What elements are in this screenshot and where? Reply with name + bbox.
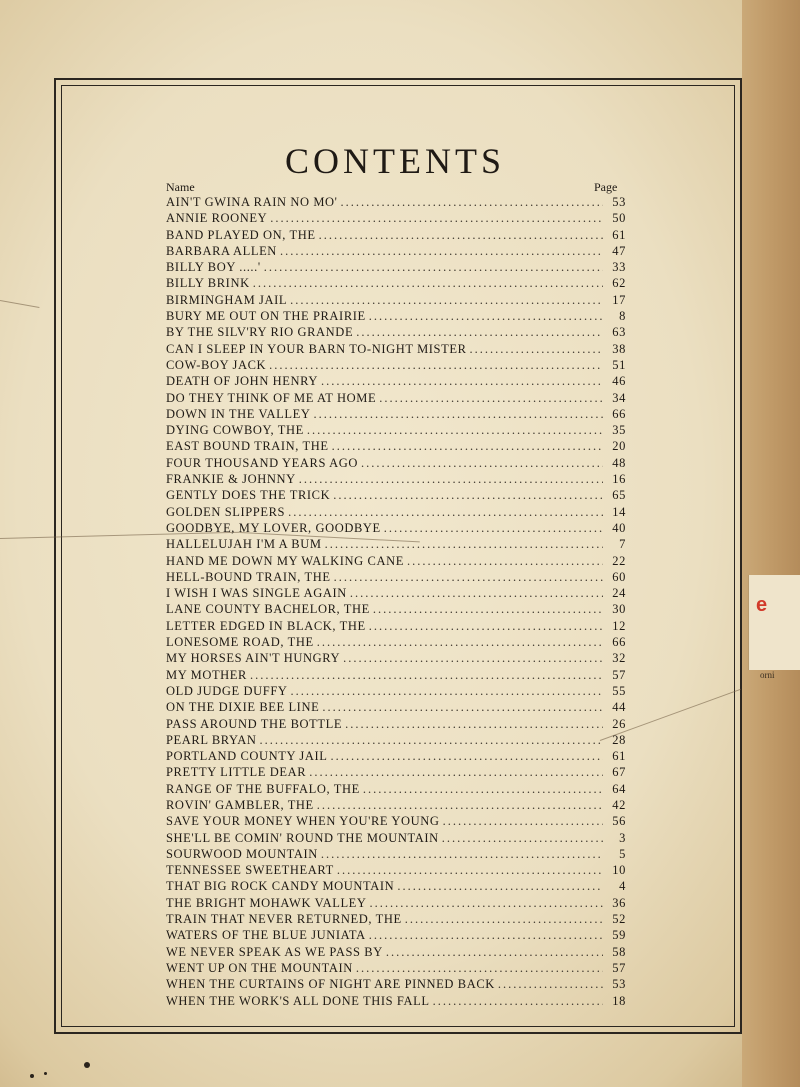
contents-entry: [166, 668, 626, 684]
dot-leader: [332, 439, 603, 454]
dot-leader: [470, 342, 603, 357]
entry-page-number: 40: [612, 520, 626, 535]
dot-leader: [370, 896, 603, 911]
entry-page-number: 38: [612, 341, 626, 356]
page-title: CONTENTS: [285, 141, 505, 181]
entry-title: ANNIE ROONEY: [166, 211, 268, 226]
entry-title: ROVIN' GAMBLER, THE: [166, 797, 314, 812]
entry-page-number: 36: [612, 895, 626, 910]
contents-entry: [166, 733, 626, 749]
entry-page-number: 48: [612, 455, 626, 470]
dot-leader: [280, 244, 603, 259]
contents-entry: [166, 423, 626, 439]
contents-entry: [166, 847, 626, 863]
dot-leader: [373, 602, 603, 617]
contents-entry: [166, 228, 626, 244]
dot-leader: [369, 928, 603, 943]
entry-title: WE NEVER SPEAK AS WE PASS BY: [166, 944, 383, 959]
entry-title: ON THE DIXIE BEE LINE: [166, 700, 320, 715]
entry-page-number: 55: [612, 683, 626, 698]
contents-entry: [166, 879, 626, 895]
entry-title: TENNESSEE SWEETHEART: [166, 863, 334, 878]
cover-label-tab: [748, 575, 800, 670]
entry-page-number: 53: [612, 195, 626, 209]
entry-page-number: 63: [612, 325, 626, 340]
entry-page-number: 64: [612, 781, 626, 796]
contents-entry: [166, 863, 626, 879]
entry-title: WHEN THE CURTAINS OF NIGHT ARE PINNED BACK: [166, 977, 495, 992]
entry-title: HAND ME DOWN MY WALKING CANE: [166, 553, 404, 568]
entry-title: BY THE SILV'RY RIO GRANDE: [166, 325, 354, 340]
dot-leader: [341, 195, 603, 210]
dot-leader: [337, 863, 603, 878]
entry-page-number: 62: [612, 276, 626, 291]
contents-entry: [166, 195, 626, 211]
dot-leader: [498, 977, 603, 992]
entry-title: AIN'T GWINA RAIN NO MO': [166, 195, 338, 209]
contents-entry: [166, 635, 626, 651]
entry-title: DYING COWBOY, THE: [166, 423, 304, 438]
contents-entry: [166, 961, 626, 977]
contents-entry: [166, 798, 626, 814]
entry-page-number: 16: [612, 472, 626, 487]
entry-title: OLD JUDGE DUFFY: [166, 683, 288, 698]
entry-title: DO THEY THINK OF ME AT HOME: [166, 390, 377, 405]
dot-leader: [264, 260, 603, 275]
entry-title: SAVE YOUR MONEY WHEN YOU'RE YOUNG: [166, 814, 440, 829]
dot-leader: [250, 668, 603, 683]
entry-title: CAN I SLEEP IN YOUR BARN TO-NIGHT MISTER: [166, 341, 467, 356]
dot-leader: [270, 211, 603, 226]
dot-leader: [319, 228, 603, 243]
page-column-header: Page: [594, 180, 618, 194]
entry-page-number: 50: [612, 211, 626, 226]
contents-entry: [166, 749, 626, 765]
entry-title: FRANKIE & JOHNNY: [166, 472, 296, 487]
contents-entry: [166, 814, 626, 830]
contents-entry: [166, 765, 626, 781]
entry-title: WHEN THE WORK'S ALL DONE THIS FALL: [166, 993, 430, 1008]
dot-leader: [291, 684, 603, 699]
ink-spot: [84, 1062, 90, 1068]
contents-entry: [166, 570, 626, 586]
contents-entry: [166, 945, 626, 961]
entry-title: BURY ME OUT ON THE PRAIRIE: [166, 309, 366, 324]
contents-entry: [166, 831, 626, 847]
contents-entry: [166, 293, 626, 309]
dot-leader: [313, 407, 603, 422]
dot-leader: [321, 374, 603, 389]
entry-title: GOLDEN SLIPPERS: [166, 504, 286, 519]
entry-page-number: 51: [612, 357, 626, 372]
cover-label-letter: e: [756, 594, 768, 616]
contents-entry: [166, 407, 626, 423]
entry-title: BIRMINGHAM JAIL: [166, 292, 288, 307]
contents-entry: [166, 342, 626, 358]
dot-leader: [317, 635, 603, 650]
entry-page-number: 18: [612, 993, 626, 1008]
dot-leader: [369, 619, 603, 634]
dot-leader: [350, 586, 603, 601]
contents-entry: [166, 602, 626, 618]
entry-title: GOODBYE, MY LOVER, GOODBYE: [166, 520, 381, 535]
entry-page-number: 32: [612, 651, 626, 666]
dot-leader: [290, 293, 603, 308]
name-column-header: Name: [166, 180, 195, 194]
contents-entry: [166, 586, 626, 602]
entry-title: HELL-BOUND TRAIN, THE: [166, 569, 331, 584]
dot-leader: [361, 456, 603, 471]
contents-entry: [166, 309, 626, 325]
entry-page-number: 20: [612, 439, 626, 454]
contents-entry: [166, 717, 626, 733]
entry-page-number: 12: [612, 618, 626, 633]
dot-leader: [343, 651, 603, 666]
dot-leader: [299, 472, 603, 487]
entry-title: MY HORSES AIN'T HUNGRY: [166, 651, 341, 666]
entry-title: EAST BOUND TRAIN, THE: [166, 439, 329, 454]
entry-page-number: 26: [612, 716, 626, 731]
entry-page-number: 57: [612, 667, 626, 682]
dot-leader: [269, 358, 603, 373]
entry-title: HALLELUJAH I'M A BUM: [166, 537, 322, 552]
contents-entry: [166, 325, 626, 341]
contents-list: [166, 195, 626, 1010]
entry-page-number: 5: [619, 846, 626, 861]
entry-page-number: 17: [612, 292, 626, 307]
entry-page-number: 3: [619, 830, 626, 845]
dot-leader: [384, 521, 603, 536]
contents-entry: [166, 537, 626, 553]
entry-page-number: 57: [612, 960, 626, 975]
contents-entry: [166, 651, 626, 667]
contents-entry: [166, 276, 626, 292]
entry-title: DOWN IN THE VALLEY: [166, 406, 311, 421]
dot-leader: [442, 831, 603, 846]
entry-page-number: 7: [619, 537, 626, 552]
entry-page-number: 28: [612, 732, 626, 747]
ink-spot: [44, 1072, 47, 1075]
entry-page-number: 8: [619, 309, 626, 324]
dot-leader: [356, 325, 603, 340]
dot-leader: [369, 309, 603, 324]
entry-page-number: 30: [612, 602, 626, 617]
contents-entry: [166, 472, 626, 488]
entry-page-number: 47: [612, 243, 626, 258]
entry-page-number: 66: [612, 635, 626, 650]
dot-leader: [253, 276, 603, 291]
entry-title: WENT UP ON THE MOUNTAIN: [166, 960, 353, 975]
contents-entry: [166, 782, 626, 798]
dot-leader: [379, 391, 603, 406]
contents-entry: [166, 619, 626, 635]
entry-page-number: 33: [612, 260, 626, 275]
dot-leader: [334, 570, 603, 585]
entry-title: RANGE OF THE BUFFALO, THE: [166, 781, 360, 796]
dot-leader: [260, 733, 603, 748]
entry-page-number: 59: [612, 928, 626, 943]
dot-leader: [309, 765, 603, 780]
dot-leader: [321, 847, 603, 862]
dot-leader: [386, 945, 603, 960]
dot-leader: [407, 554, 603, 569]
dot-leader: [325, 537, 603, 552]
dot-leader: [356, 961, 603, 976]
dot-leader: [322, 700, 603, 715]
dot-leader: [397, 879, 603, 894]
entry-page-number: 35: [612, 423, 626, 438]
contents-entry: [166, 994, 626, 1010]
entry-page-number: 14: [612, 504, 626, 519]
entry-title: PEARL BRYAN: [166, 732, 257, 747]
entry-title: TRAIN THAT NEVER RETURNED, THE: [166, 912, 402, 927]
entry-page-number: 44: [612, 700, 626, 715]
contents-entry: [166, 488, 626, 504]
dot-leader: [307, 423, 603, 438]
entry-page-number: 65: [612, 488, 626, 503]
dot-leader: [330, 749, 603, 764]
contents-entry: [166, 505, 626, 521]
entry-title: BAND PLAYED ON, THE: [166, 227, 316, 242]
contents-entry: [166, 928, 626, 944]
contents-entry: [166, 439, 626, 455]
dot-leader: [317, 798, 603, 813]
dot-leader: [333, 488, 603, 503]
entry-page-number: 42: [612, 797, 626, 812]
contents-entry: [166, 260, 626, 276]
entry-title: LETTER EDGED IN BLACK, THE: [166, 618, 366, 633]
contents-entry: [166, 912, 626, 928]
entry-title: BARBARA ALLEN: [166, 243, 277, 258]
dot-leader: [345, 717, 603, 732]
entry-page-number: 56: [612, 814, 626, 829]
entry-title: SOURWOOD MOUNTAIN: [166, 846, 318, 861]
contents-entry: [166, 391, 626, 407]
entry-page-number: 24: [612, 586, 626, 601]
entry-page-number: 46: [612, 374, 626, 389]
entry-page-number: 61: [612, 749, 626, 764]
entry-page-number: 34: [612, 390, 626, 405]
entry-title: I WISH I WAS SINGLE AGAIN: [166, 586, 347, 601]
contents-entry: [166, 374, 626, 390]
entry-title: PRETTY LITTLE DEAR: [166, 765, 307, 780]
entry-title: DEATH OF JOHN HENRY: [166, 374, 319, 389]
entry-page-number: 53: [612, 977, 626, 992]
entry-title: BILLY BRINK: [166, 276, 250, 291]
entry-page-number: 61: [612, 227, 626, 242]
contents-entry: [166, 521, 626, 537]
cover-label-text: orni: [760, 670, 775, 680]
contents-entry: [166, 977, 626, 993]
entry-title: FOUR THOUSAND YEARS AGO: [166, 455, 358, 470]
dot-leader: [363, 782, 603, 797]
entry-title: COW-BOY JACK: [166, 357, 267, 372]
entry-title: PASS AROUND THE BOTTLE: [166, 716, 343, 731]
entry-title: THAT BIG ROCK CANDY MOUNTAIN: [166, 879, 395, 894]
entry-title: THE BRIGHT MOHAWK VALLEY: [166, 895, 367, 910]
entry-title: BILLY BOY .....': [166, 260, 261, 275]
entry-title: PORTLAND COUNTY JAIL: [166, 749, 328, 764]
entry-title: SHE'LL BE COMIN' ROUND THE MOUNTAIN: [166, 830, 439, 845]
contents-entry: [166, 244, 626, 260]
dot-leader: [405, 912, 603, 927]
entry-page-number: 4: [619, 879, 626, 894]
entry-page-number: 52: [612, 912, 626, 927]
entry-page-number: 10: [612, 863, 626, 878]
contents-entry: [166, 211, 626, 227]
entry-title: LANE COUNTY BACHELOR, THE: [166, 602, 370, 617]
entry-page-number: 67: [612, 765, 626, 780]
contents-entry: [166, 358, 626, 374]
entry-page-number: 58: [612, 944, 626, 959]
dot-leader: [433, 994, 603, 1009]
ink-spot: [30, 1074, 34, 1078]
entry-title: MY MOTHER: [166, 667, 247, 682]
entry-title: GENTLY DOES THE TRICK: [166, 488, 331, 503]
contents-entry: [166, 896, 626, 912]
entry-page-number: 60: [612, 569, 626, 584]
entry-page-number: 22: [612, 553, 626, 568]
dot-leader: [443, 814, 603, 829]
dot-leader: [288, 505, 603, 520]
contents-entry: [166, 684, 626, 700]
entry-page-number: 66: [612, 406, 626, 421]
contents-entry: [166, 456, 626, 472]
entry-title: LONESOME ROAD, THE: [166, 635, 314, 650]
entry-title: WATERS OF THE BLUE JUNIATA: [166, 928, 366, 943]
contents-entry: [166, 554, 626, 570]
contents-entry: [166, 700, 626, 716]
